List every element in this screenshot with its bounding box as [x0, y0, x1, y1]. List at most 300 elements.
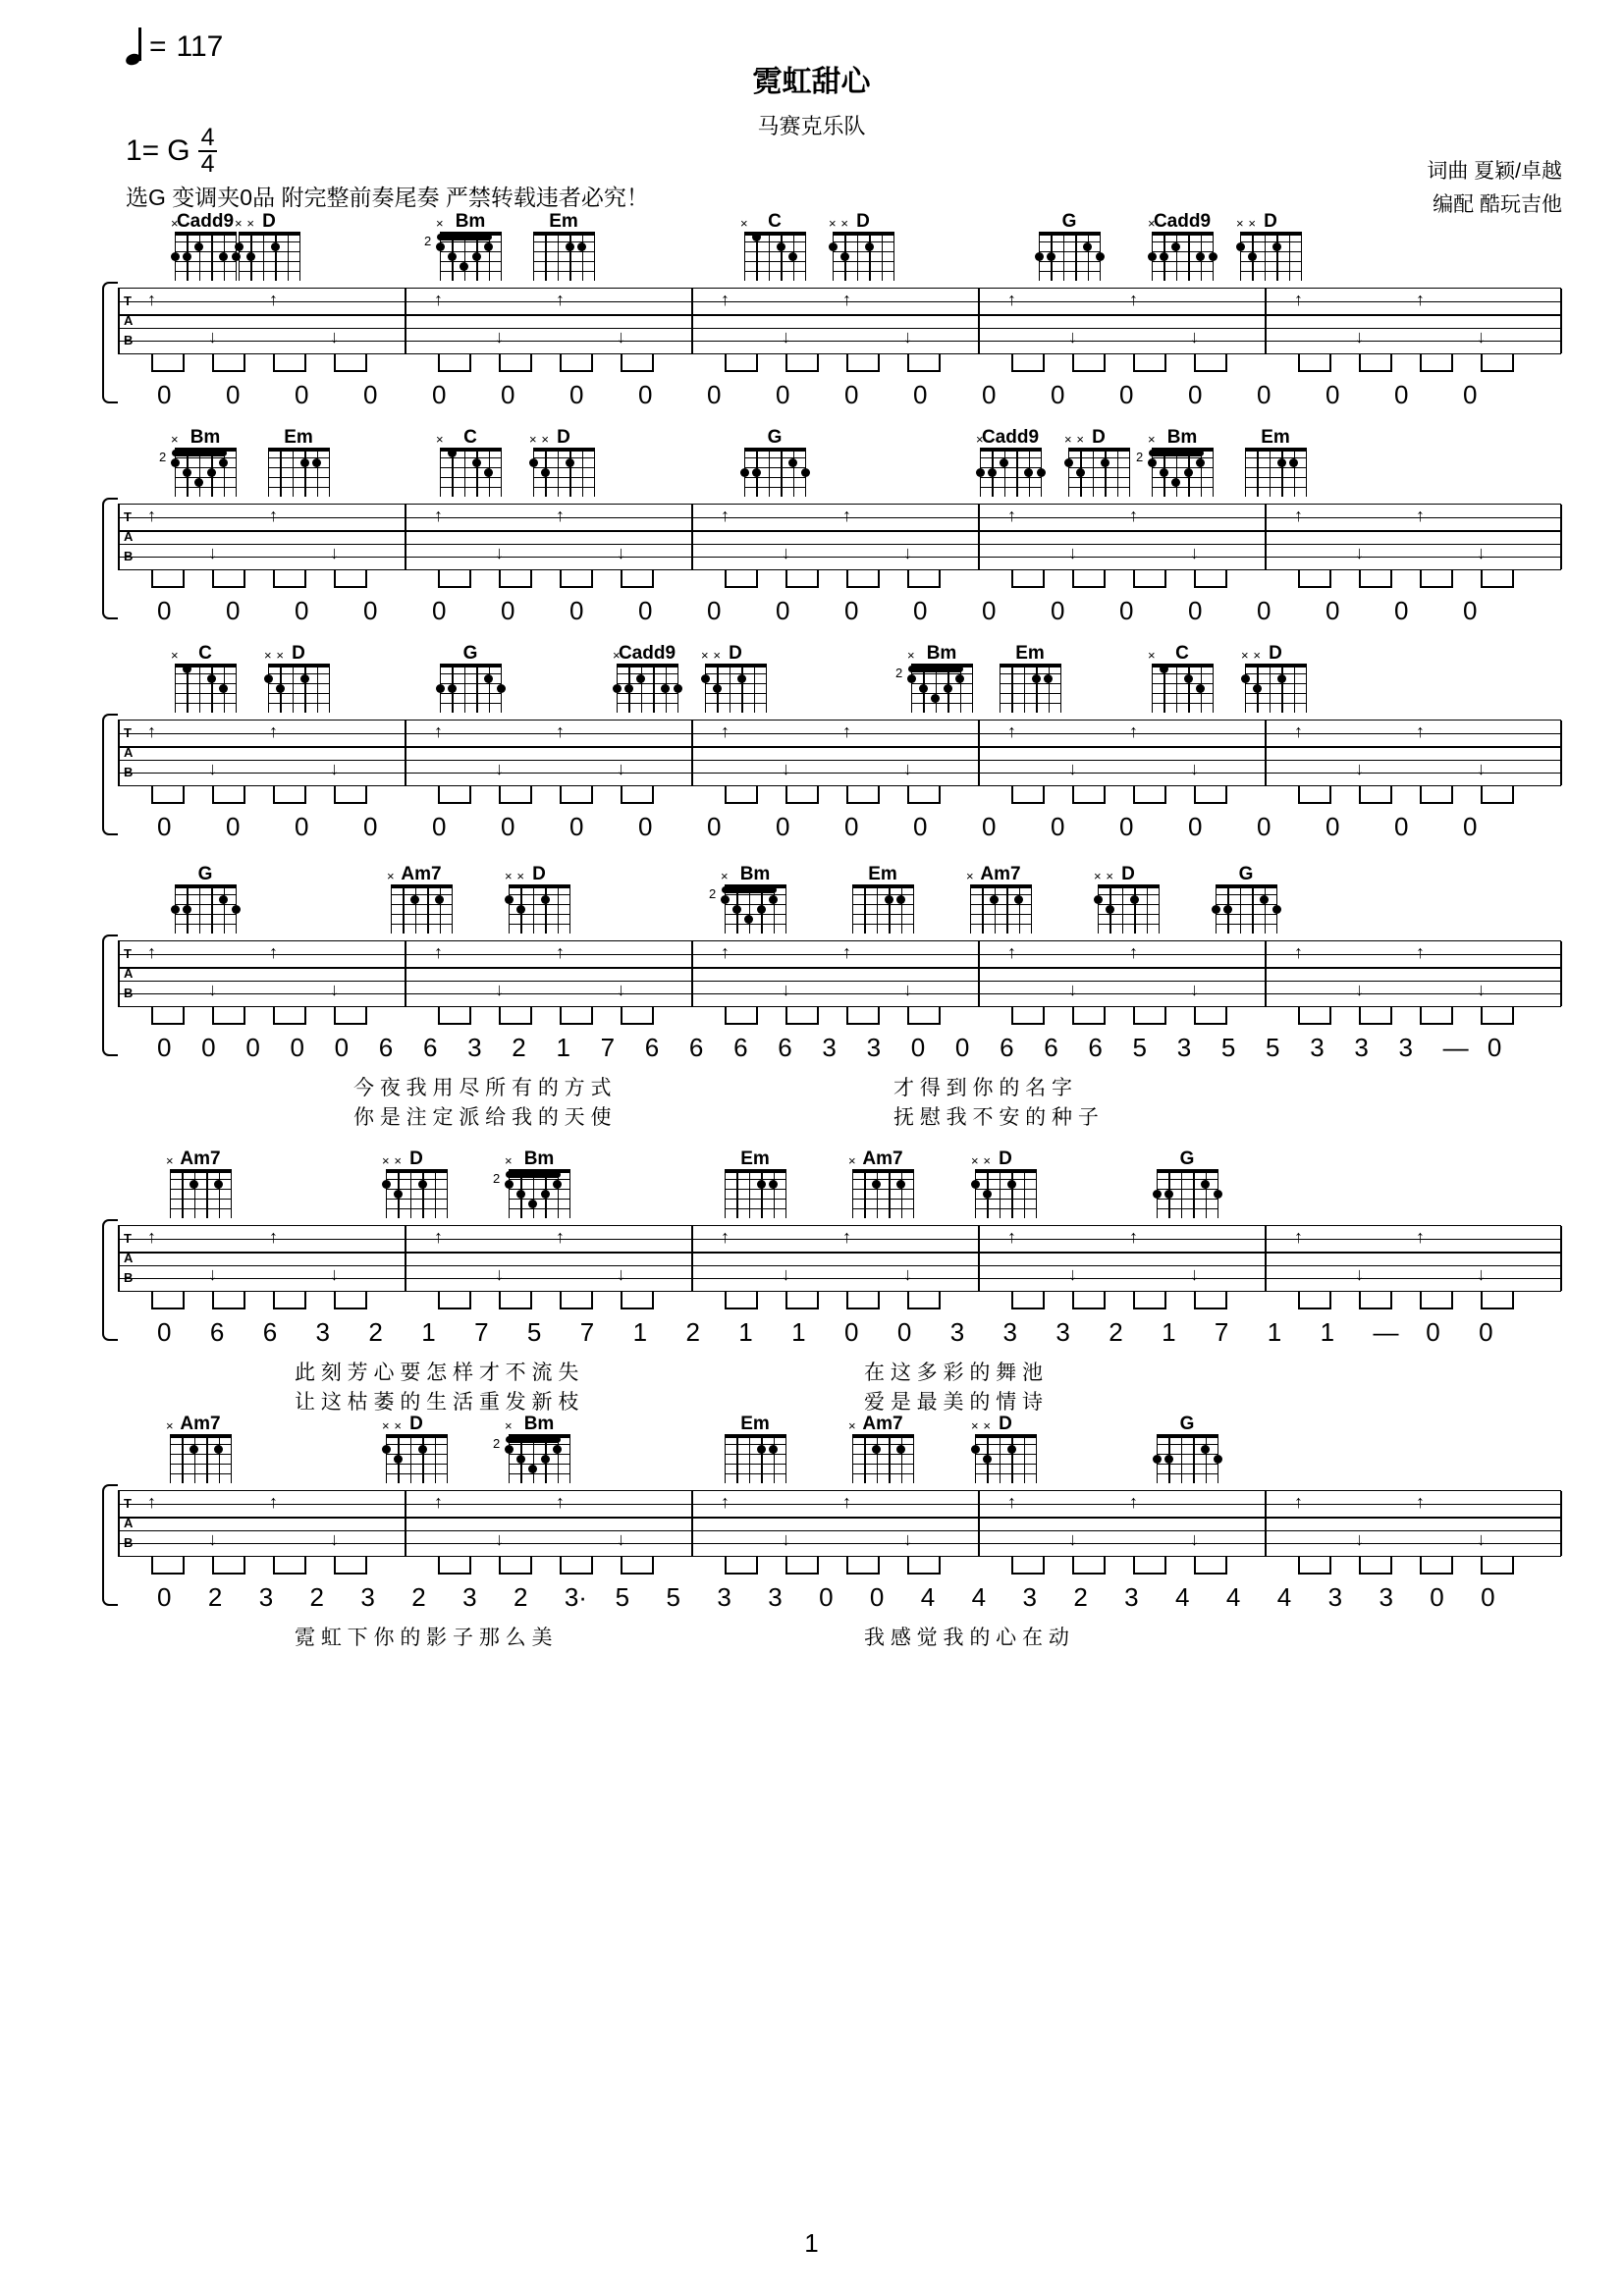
- fret-number: 2: [424, 234, 432, 248]
- notation-number: 0: [363, 812, 378, 841]
- rhythm-row: [118, 1557, 1561, 1582]
- rhythm-row: [118, 1292, 1561, 1317]
- notation-number: 0: [776, 380, 790, 409]
- chord-diagram: [697, 643, 774, 713]
- tab-clef-letter: A: [124, 745, 134, 760]
- numeric-notation-row: [118, 812, 1561, 851]
- muted-string-marker: ×: [740, 216, 748, 231]
- chord-grid: [264, 648, 329, 713]
- chord-name: G: [767, 427, 783, 448]
- numeric-notation-row: [118, 596, 1561, 635]
- strum-arrow: ↓: [782, 1264, 790, 1284]
- chord-grid: [175, 884, 236, 934]
- chord-grid: [1157, 1169, 1217, 1218]
- notation-number: 0: [501, 596, 515, 625]
- notation-number: 3: [1176, 1033, 1192, 1062]
- notation-number: 0: [1188, 380, 1203, 409]
- notation-number: 0: [569, 812, 584, 841]
- notation-number: —: [1373, 1317, 1399, 1347]
- notation-number: 0: [910, 1033, 926, 1062]
- chord-grid: [1039, 232, 1100, 281]
- strum-arrow: ↓: [495, 1529, 504, 1549]
- muted-string-marker: ×: [1148, 432, 1156, 447]
- numeric-notation-row: [118, 1317, 1561, 1357]
- strum-arrow: ↓: [1355, 1529, 1364, 1549]
- chord-diagram: [1208, 864, 1284, 934]
- notation-number: 7: [1214, 1317, 1229, 1347]
- muted-string-marker: ×: [1076, 432, 1084, 447]
- strum-arrow: ↑: [556, 1492, 565, 1512]
- strum-arrow: ↑: [1007, 942, 1016, 962]
- strum-arrow: ↑: [1416, 721, 1425, 741]
- notation-number: 4: [971, 1582, 987, 1612]
- chord-grid: [1148, 648, 1213, 713]
- tempo-equals: =: [149, 30, 167, 63]
- chord-name: D: [999, 1148, 1012, 1169]
- chord-name: D: [999, 1414, 1012, 1434]
- muted-string-marker: ×: [1236, 216, 1244, 231]
- strum-arrow: ↑: [269, 506, 278, 525]
- strum-arrow: ↓: [1477, 1264, 1486, 1284]
- chord-diagram: [972, 427, 1049, 497]
- muted-string-marker: ×: [966, 869, 974, 883]
- muted-string-marker: ×: [976, 432, 984, 447]
- notation-number: 6: [733, 1033, 748, 1062]
- strum-arrow: ↑: [721, 1227, 730, 1247]
- chord-name: D: [1121, 864, 1135, 884]
- muted-string-marker: ×: [382, 1153, 390, 1168]
- strum-arrow: ↑: [269, 290, 278, 309]
- notation-number: 3: [1310, 1033, 1325, 1062]
- chord-name: Bm: [523, 1148, 555, 1169]
- notation-number: 0: [1394, 812, 1409, 841]
- strum-arrow: ↓: [1190, 759, 1199, 778]
- strum-arrow: ↑: [1129, 506, 1138, 525]
- strum-arrow: ↓: [617, 543, 625, 562]
- chord-name: G: [1061, 211, 1077, 232]
- lyric-row: [118, 1622, 1561, 1655]
- chord-row: [118, 427, 1561, 504]
- strum-arrow: ↓: [1477, 327, 1486, 347]
- muted-string-marker: ×: [394, 1418, 402, 1433]
- notation-number: 0: [1257, 380, 1271, 409]
- muted-string-marker: ×: [436, 432, 444, 447]
- notation-number: 3: [360, 1582, 375, 1612]
- notation-number: 3: [467, 1033, 482, 1062]
- fret-number: 2: [493, 1171, 501, 1186]
- strum-arrow: ↑: [147, 290, 156, 309]
- strum-arrow: ↑: [269, 721, 278, 741]
- strum-arrow: ↑: [1129, 721, 1138, 741]
- credit-composer: 词曲 夏颖/卓越: [1427, 160, 1562, 183]
- notation-number: 0: [638, 812, 653, 841]
- chord-diagram: [967, 1148, 1044, 1218]
- notation-number: 1: [1162, 1317, 1176, 1347]
- system-2: [118, 427, 1561, 635]
- strum-arrow: ↑: [434, 942, 443, 962]
- notation-number: 0: [913, 380, 928, 409]
- notation-number: 2: [309, 1582, 325, 1612]
- notation-number: 0: [569, 380, 584, 409]
- notation-number: 0: [1188, 596, 1203, 625]
- notation-number: 3: [462, 1582, 477, 1612]
- tab-clef-letter: A: [124, 1516, 134, 1530]
- strum-arrow: ↑: [1416, 506, 1425, 525]
- notation-number: 1: [738, 1317, 753, 1347]
- notation-number: 2: [513, 1582, 528, 1612]
- strum-arrow: ↓: [208, 327, 217, 347]
- notation-number: 0: [1051, 380, 1065, 409]
- muted-string-marker: ×: [394, 1153, 402, 1168]
- strum-arrow: ↓: [1190, 1264, 1199, 1284]
- strum-arrow: ↑: [556, 1227, 565, 1247]
- chord-name: Am7: [180, 1414, 221, 1434]
- notation-number: 4: [1276, 1582, 1292, 1612]
- chord-name: Bm: [926, 643, 957, 664]
- notation-number: 0: [1257, 812, 1271, 841]
- chord-grid: [971, 1418, 1036, 1483]
- strum-arrow: ↑: [1416, 1227, 1425, 1247]
- strum-arrow: ↑: [1129, 1492, 1138, 1512]
- strum-arrow: ↑: [147, 1227, 156, 1247]
- strum-arrow: ↑: [1007, 1492, 1016, 1512]
- chord-diagram: [162, 1414, 239, 1483]
- artist-name: 马赛克乐队: [757, 114, 866, 138]
- notation-number: 1: [556, 1033, 570, 1062]
- strum-arrow: ↓: [1477, 980, 1486, 999]
- muted-string-marker: ×: [848, 1418, 856, 1433]
- chord-name: Am7: [180, 1148, 221, 1169]
- strum-arrow: ↑: [1294, 721, 1303, 741]
- chord-diagram: [844, 1414, 921, 1483]
- notation-number: 0: [1119, 812, 1134, 841]
- notation-number: 0: [638, 596, 653, 625]
- strum-arrow: ↑: [1007, 1227, 1016, 1247]
- chord-diagram: [493, 1414, 577, 1483]
- notation-number: 3: [949, 1317, 965, 1347]
- chord-diagram: [383, 864, 460, 934]
- notation-number: 3: [1379, 1582, 1393, 1612]
- strum-arrow: ↓: [1477, 759, 1486, 778]
- rhythm-row: [118, 354, 1561, 380]
- chord-diagram: [609, 643, 685, 713]
- notation-number: 6: [1088, 1033, 1103, 1062]
- muted-string-marker: ×: [1148, 216, 1156, 231]
- strum-arrow: ↓: [1477, 1529, 1486, 1549]
- notation-number: 0: [157, 380, 172, 409]
- strum-arrow: ↓: [1068, 543, 1077, 562]
- muted-string-marker: ×: [516, 869, 524, 883]
- notation-number: 4: [1225, 1582, 1241, 1612]
- notation-number: 0: [982, 380, 997, 409]
- muted-string-marker: ×: [171, 648, 179, 663]
- notation-number: 3: [1354, 1033, 1369, 1062]
- tab-staff: [118, 1225, 1561, 1292]
- chord-name: Em: [284, 427, 313, 448]
- notation-number: 0: [1325, 596, 1340, 625]
- notation-number: 0: [1051, 812, 1065, 841]
- tab-clef-letter: A: [124, 966, 134, 981]
- notation-number: 0: [157, 1317, 172, 1347]
- notation-number: 0: [1325, 812, 1340, 841]
- lyric-line: 爱 是 最 美 的 情 诗: [864, 1391, 1044, 1414]
- chord-grid: [1000, 664, 1060, 713]
- notation-number: 4: [1175, 1582, 1190, 1612]
- notation-number: 0: [1257, 596, 1271, 625]
- chord-grid: [701, 648, 766, 713]
- chord-diagram: [717, 1414, 793, 1483]
- strum-arrow: ↑: [1416, 290, 1425, 309]
- muted-string-marker: ×: [848, 1153, 856, 1168]
- notation-number: 0: [1188, 812, 1203, 841]
- lyric-line: 今 夜 我 用 尽 所 有 的 方 式: [353, 1077, 612, 1099]
- rhythm-row: [118, 570, 1561, 596]
- chord-grid: [382, 1418, 447, 1483]
- notation-number: 5: [526, 1317, 542, 1347]
- chord-diagram: [1237, 643, 1314, 713]
- chord-diagram: [1149, 1414, 1225, 1483]
- lyric-row: [118, 1072, 1561, 1135]
- chord-name: D: [409, 1148, 423, 1169]
- notation-number: 0: [1119, 380, 1134, 409]
- chord-grid: [1157, 1434, 1217, 1483]
- muted-string-marker: ×: [171, 432, 179, 447]
- strum-arrow: ↑: [434, 721, 443, 741]
- page-number: 1: [804, 2228, 819, 2258]
- chord-diagram: [895, 643, 980, 713]
- tab-staff-wrapper: [118, 940, 1561, 1033]
- notation-number: 7: [579, 1317, 595, 1347]
- notation-number: 0: [1487, 1033, 1502, 1062]
- notation-number: 0: [844, 1317, 859, 1347]
- notation-number: 0: [334, 1033, 350, 1062]
- performance-note: 选G 变调夹0品 附完整前奏尾奏 严禁转载违者必究！: [126, 185, 649, 210]
- chord-name: Cadd9: [981, 427, 1040, 448]
- muted-string-marker: ×: [840, 216, 848, 231]
- strum-arrow: ↓: [1355, 980, 1364, 999]
- notation-number: 4: [920, 1582, 936, 1612]
- chord-name: Bm: [739, 864, 771, 884]
- notation-number: 0: [1394, 380, 1409, 409]
- chord-diagram: [709, 864, 793, 934]
- notation-number: 2: [512, 1033, 526, 1062]
- muted-string-marker: ×: [701, 648, 709, 663]
- notation-number: 0: [844, 380, 859, 409]
- chord-diagram: [717, 1148, 793, 1218]
- strum-arrow: ↑: [721, 290, 730, 309]
- tab-clef-letter: B: [124, 1535, 134, 1550]
- chord-grid: [268, 448, 329, 497]
- rhythm-row: [118, 1007, 1561, 1033]
- system-1: [118, 211, 1561, 419]
- chord-grid: [440, 664, 501, 713]
- strum-arrow: ↓: [782, 980, 790, 999]
- notation-number: 0: [157, 1582, 172, 1612]
- muted-string-marker: ×: [971, 1153, 979, 1168]
- strum-arrow: ↑: [1416, 942, 1425, 962]
- notation-number: 5: [1132, 1033, 1148, 1062]
- muted-string-marker: ×: [505, 1153, 513, 1168]
- strum-arrow: ↑: [1294, 290, 1303, 309]
- strum-arrow: ↓: [617, 327, 625, 347]
- notation-number: 0: [290, 1033, 304, 1062]
- strum-arrow: ↓: [617, 759, 625, 778]
- lyric-line: 你 是 注 定 派 给 我 的 天 使: [353, 1106, 612, 1129]
- chord-name: D: [262, 211, 276, 232]
- tab-clef-letter: A: [124, 529, 134, 544]
- notation-number: 0: [776, 596, 790, 625]
- numeric-notation-row: [118, 1033, 1561, 1072]
- chord-name: D: [557, 427, 570, 448]
- muted-string-marker: ×: [1106, 869, 1113, 883]
- chord-name: Bm: [455, 211, 486, 232]
- chord-diagram: [1144, 643, 1220, 713]
- muted-string-marker: ×: [829, 216, 837, 231]
- notation-number: 0: [913, 596, 928, 625]
- notation-number: —: [1442, 1033, 1469, 1062]
- lyric-line: 在 这 多 彩 的 舞 池: [864, 1362, 1044, 1384]
- strum-arrow: ↑: [842, 721, 851, 741]
- notation-number: 7: [474, 1317, 489, 1347]
- tab-staff-wrapper: [118, 720, 1561, 812]
- strum-arrow: ↑: [1294, 1492, 1303, 1512]
- notation-number: 0: [226, 812, 241, 841]
- notation-number: 0: [1463, 596, 1478, 625]
- notation-number: 0: [869, 1582, 885, 1612]
- chord-name: G: [197, 864, 213, 884]
- tab-clef-letter: T: [124, 946, 132, 961]
- notation-number: 0: [363, 596, 378, 625]
- notation-number: 0: [1119, 596, 1134, 625]
- notation-number: 2: [1109, 1317, 1123, 1347]
- strum-arrow: ↑: [434, 290, 443, 309]
- chord-name: C: [1175, 643, 1189, 664]
- strum-arrow: ↓: [782, 327, 790, 347]
- chord-diagram: [825, 211, 901, 281]
- lyric-line: 抚 慰 我 不 安 的 种 子: [893, 1106, 1099, 1129]
- strum-arrow: ↑: [721, 1492, 730, 1512]
- strum-arrow: ↓: [617, 1529, 625, 1549]
- tab-staff: [118, 1490, 1561, 1557]
- tab-staff: [118, 940, 1561, 1007]
- muted-string-marker: ×: [382, 1418, 390, 1433]
- notation-number: 0: [819, 1582, 834, 1612]
- notation-number: 0: [1394, 596, 1409, 625]
- notation-number: 0: [363, 380, 378, 409]
- tab-clef-letter: T: [124, 725, 132, 740]
- strum-arrow: ↑: [434, 506, 443, 525]
- notation-number: 3: [1398, 1033, 1413, 1062]
- notation-number: 6: [378, 1033, 394, 1062]
- strum-arrow: ↓: [782, 759, 790, 778]
- notation-number: 0: [432, 812, 447, 841]
- strum-arrow: ↓: [495, 543, 504, 562]
- chord-grid: [1245, 448, 1306, 497]
- fret-number: 2: [709, 886, 717, 901]
- notation-number: 3: [717, 1582, 731, 1612]
- chord-diagram: [1232, 211, 1309, 281]
- chord-name: Em: [740, 1414, 770, 1434]
- strum-arrow: ↑: [1129, 1227, 1138, 1247]
- strum-arrow: ↓: [903, 1529, 912, 1549]
- notation-number: 0: [245, 1033, 260, 1062]
- notation-number: 0: [1479, 1317, 1493, 1347]
- chord-name: D: [409, 1414, 423, 1434]
- strum-arrow: ↓: [1068, 759, 1077, 778]
- muted-string-marker: ×: [713, 648, 721, 663]
- chord-grid: [436, 432, 501, 497]
- tab-staff: [118, 288, 1561, 354]
- muted-string-marker: ×: [166, 1418, 174, 1433]
- notation-number: 0: [913, 812, 928, 841]
- strum-arrow: ↓: [1477, 543, 1486, 562]
- chord-name: D: [1092, 427, 1106, 448]
- strum-arrow: ↑: [556, 290, 565, 309]
- chord-name: D: [1264, 211, 1277, 232]
- strum-arrow: ↓: [1190, 980, 1199, 999]
- notation-number: 6: [1000, 1033, 1014, 1062]
- strum-arrow: ↓: [903, 1264, 912, 1284]
- strum-arrow: ↑: [1007, 506, 1016, 525]
- strum-arrow: ↑: [1129, 290, 1138, 309]
- muted-string-marker: ×: [235, 216, 243, 231]
- chord-grid: [1094, 869, 1159, 934]
- chord-name: D: [1269, 643, 1282, 664]
- notation-number: 3: [258, 1582, 274, 1612]
- muted-string-marker: ×: [983, 1418, 991, 1433]
- song-title: 霓虹甜心: [752, 66, 871, 98]
- notation-number: 0: [569, 596, 584, 625]
- strum-arrow: ↓: [1355, 1264, 1364, 1284]
- strum-arrow: ↑: [434, 1492, 443, 1512]
- notation-number: 5: [1266, 1033, 1280, 1062]
- notation-number: 0: [844, 812, 859, 841]
- chord-name: D: [532, 864, 546, 884]
- chord-diagram: [1060, 427, 1137, 497]
- muted-string-marker: ×: [971, 1418, 979, 1433]
- notation-number: 2: [368, 1317, 383, 1347]
- chord-diagram: [167, 643, 243, 713]
- notation-number: 1: [1267, 1317, 1282, 1347]
- strum-arrow: ↑: [147, 721, 156, 741]
- lyric-line: 此 刻 芳 心 要 怎 样 才 不 流 失: [295, 1362, 579, 1384]
- strum-arrow: ↓: [1068, 1529, 1077, 1549]
- chord-diagram: [962, 864, 1039, 934]
- notation-number: 7: [600, 1033, 616, 1062]
- chord-name: Am7: [862, 1148, 903, 1169]
- tab-staff-wrapper: [118, 1490, 1561, 1582]
- strum-arrow: ↓: [495, 759, 504, 778]
- chord-name: Bm: [523, 1414, 555, 1434]
- key-value: G: [167, 134, 190, 167]
- notation-number: 6: [688, 1033, 704, 1062]
- strum-arrow: ↓: [330, 759, 339, 778]
- chord-name: D: [292, 643, 305, 664]
- chord-name: Em: [1261, 427, 1290, 448]
- chord-diagram: [1144, 211, 1220, 281]
- strum-arrow: ↓: [1190, 1529, 1199, 1549]
- notation-number: 2: [411, 1582, 426, 1612]
- strum-arrow: ↓: [1190, 327, 1199, 347]
- notation-number: 0: [226, 596, 241, 625]
- notation-number: 0: [707, 380, 722, 409]
- strum-arrow: ↑: [556, 506, 565, 525]
- notation-number: 0: [201, 1033, 216, 1062]
- notation-number: 6: [422, 1033, 438, 1062]
- chord-name: G: [1238, 864, 1254, 884]
- muted-string-marker: ×: [1253, 648, 1261, 663]
- chord-name: G: [1179, 1414, 1195, 1434]
